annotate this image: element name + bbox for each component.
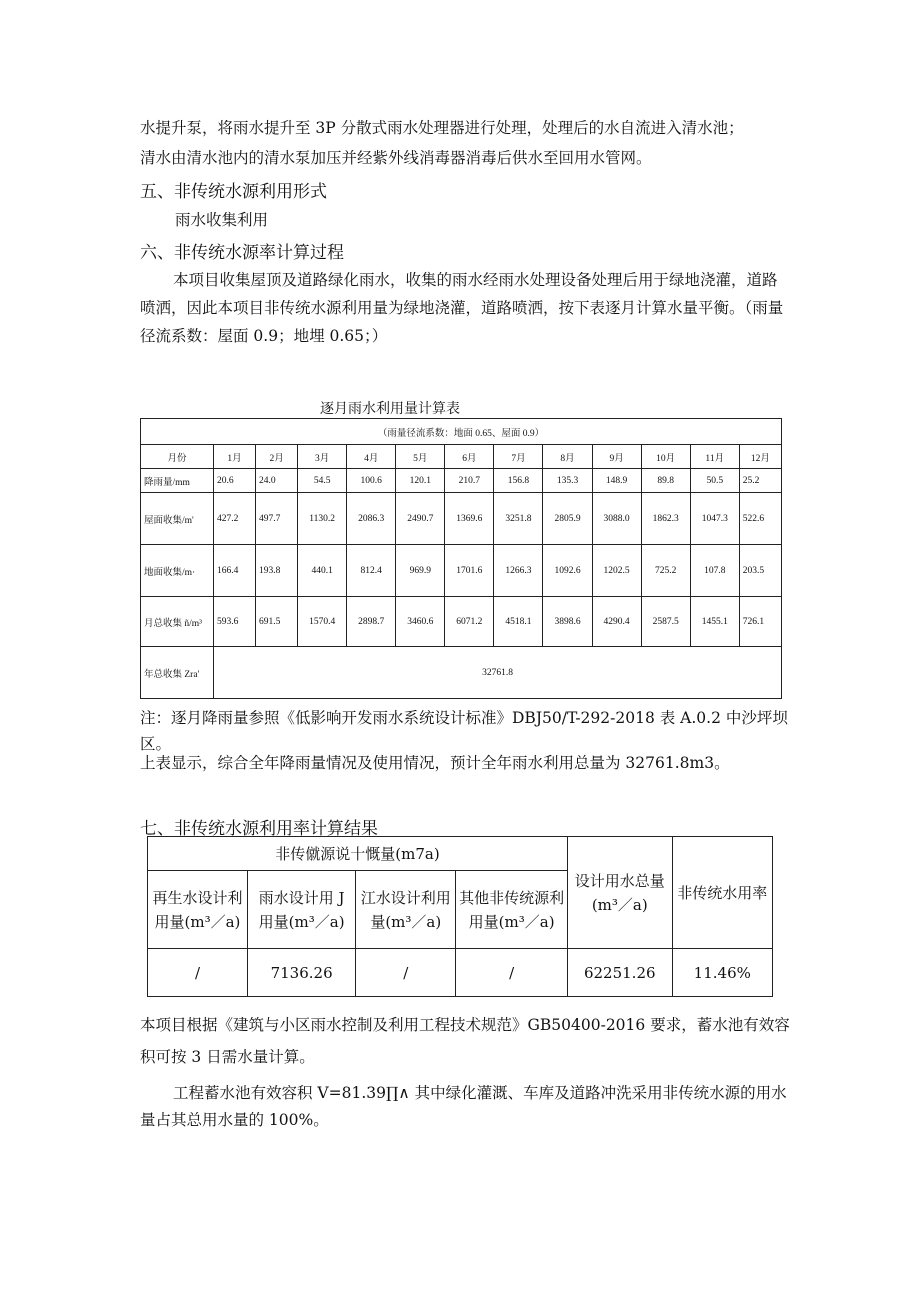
row-label: 屋面收集/m' (141, 493, 214, 545)
result-header-rainwater: 雨水设计用 J 用量(m³／a) (247, 871, 355, 949)
result-header-total: 设计用水总量(m³／a) (567, 837, 672, 949)
month-header-cell: 12月 (739, 445, 781, 469)
intro-line-1: 水提升泵，将雨水提升至 3P 分散式雨水处理器进行处理，处理后的水自流进入清水池； (140, 119, 744, 137)
section-7-title: 七、非传统水源利用率计算结果 (140, 819, 378, 839)
table-cell: 1570.4 (298, 597, 347, 647)
table-cell: 4518.1 (494, 597, 543, 647)
annual-label: 年总收集 Zra' (141, 647, 214, 699)
table-cell: 120.1 (396, 469, 445, 493)
result-value-reclaimed: / (148, 949, 248, 997)
result-header-river: 江水设计利用量(m³／a) (356, 871, 456, 949)
table-cell: 497.7 (256, 493, 298, 545)
month-header-cell: 3月 (298, 445, 347, 469)
table-cell: 812.4 (347, 545, 396, 597)
table-cell: 1130.2 (298, 493, 347, 545)
monthly-table-subtitle: （雨量径流系数：地面 0.65、屋面 0.9） (141, 419, 782, 445)
result-value-total: 62251.26 (567, 949, 672, 997)
table-cell: 2490.7 (396, 493, 445, 545)
closing-paragraph-1: 本项目根据《建筑与小区雨水控制及利用工程技术规范》GB50400-2016 要求，蓄水池有效容积可按 3 日需水量计算。 (140, 1016, 790, 1066)
annual-value: 32761.8 (214, 647, 782, 699)
month-header-cell: 8月 (543, 445, 592, 469)
month-header-label: 月份 (141, 445, 214, 469)
table-cell: 20.6 (214, 469, 256, 493)
table-cell: 1701.6 (445, 545, 494, 597)
table-cell: 2898.7 (347, 597, 396, 647)
table-cell: 1862.3 (641, 493, 690, 545)
table-cell: 193.8 (256, 545, 298, 597)
table-cell: 2086.3 (347, 493, 396, 545)
result-value-river: / (356, 949, 456, 997)
table-cell: 156.8 (494, 469, 543, 493)
table-cell: 89.8 (641, 469, 690, 493)
table-cell: 25.2 (739, 469, 781, 493)
section-6-body: 本项目收集屋顶及道路绿化雨水，收集的雨水经雨水处理设备处理后用于绿地浇灌，道路喷洒，因此本项目非传统水源利用量为绿地浇灌，道路喷洒，按下表逐月计算水量平衡。（雨量径流系数：屋面 0.9；地埋 0.65；） (140, 271, 784, 345)
table-cell: 522.6 (739, 493, 781, 545)
monthly-rain-table (140, 418, 782, 699)
table-cell: 6071.2 (445, 597, 494, 647)
result-header-rate: 非传统水用率 (672, 837, 772, 949)
result-value-rate: 11.46% (672, 949, 772, 997)
table-cell: 3898.6 (543, 597, 592, 647)
month-header-cell: 11月 (690, 445, 739, 469)
result-header-reclaimed: 再生水设计利用量(m³／a) (148, 871, 248, 949)
result-group-header: 非传僦源说十慨量(m7a) (148, 837, 568, 871)
table-row (141, 493, 782, 545)
table-cell: 969.9 (396, 545, 445, 597)
month-header-cell: 6月 (445, 445, 494, 469)
month-header-row (141, 445, 782, 469)
section-6-title: 六、非传统水源率计算过程 (140, 243, 344, 263)
table-cell: 3460.6 (396, 597, 445, 647)
table-cell: 427.2 (214, 493, 256, 545)
table-cell: 1047.3 (690, 493, 739, 545)
table-cell: 4290.4 (592, 597, 641, 647)
intro-line-2: 清水由清水池内的清水泵加压并经紫外线消毒器消毒后供水至回用水管网。 (140, 149, 652, 167)
result-header-other: 其他非传统源利用量(m³／a) (456, 871, 568, 949)
table-cell: 726.1 (739, 597, 781, 647)
table-cell: 3251.8 (494, 493, 543, 545)
table-cell: 3088.0 (592, 493, 641, 545)
table-row (141, 469, 782, 493)
table-cell: 203.5 (739, 545, 781, 597)
table-cell: 135.3 (543, 469, 592, 493)
table-cell: 166.4 (214, 545, 256, 597)
month-header-cell: 2月 (256, 445, 298, 469)
table-cell: 100.6 (347, 469, 396, 493)
month-header-cell: 9月 (592, 445, 641, 469)
result-value-rainwater: 7136.26 (247, 949, 355, 997)
month-header-cell: 4月 (347, 445, 396, 469)
table-row (141, 597, 782, 647)
month-header-cell: 5月 (396, 445, 445, 469)
result-table (147, 836, 773, 997)
closing-paragraph-2: 工程蓄水池有效容积 V=81.39∏∧ 其中绿化灌溉、车库及道路冲洗采用非传统水源的用水量占其总用水量的 100%。 (140, 1084, 787, 1129)
table-cell: 725.2 (641, 545, 690, 597)
month-header-cell: 1月 (214, 445, 256, 469)
row-label: 地面收集/m· (141, 545, 214, 597)
table-cell: 24.0 (256, 469, 298, 493)
table-cell: 1369.6 (445, 493, 494, 545)
table-cell: 1202.5 (592, 545, 641, 597)
table-cell: 2805.9 (543, 493, 592, 545)
table-cell: 2587.5 (641, 597, 690, 647)
month-header-cell: 10月 (641, 445, 690, 469)
row-label: 月总收集 ñ/m³ (141, 597, 214, 647)
month-header-cell: 7月 (494, 445, 543, 469)
table-cell: 54.5 (298, 469, 347, 493)
table-cell: 593.6 (214, 597, 256, 647)
table-cell: 50.5 (690, 469, 739, 493)
table-summary: 上表显示，综合全年降雨量情况及使用情况，预计全年雨水利用总量为 32761.8m3。 (140, 754, 730, 772)
table-cell: 1266.3 (494, 545, 543, 597)
section-5-body: 雨水收集利用 (175, 211, 269, 229)
table-cell: 440.1 (298, 545, 347, 597)
table-cell: 107.8 (690, 545, 739, 597)
table-cell: 691.5 (256, 597, 298, 647)
table-row (141, 545, 782, 597)
table-cell: 1092.6 (543, 545, 592, 597)
table-note: 注：逐月降雨量参照《低影响开发雨水系统设计标准》DBJ50/T-292-2018 表 A.0.2 中沙坪坝区。 (140, 709, 788, 753)
result-value-other: / (456, 949, 568, 997)
section-5-title: 五、非传统水源利用形式 (140, 182, 327, 202)
table-cell: 210.7 (445, 469, 494, 493)
monthly-table-caption: 逐月雨水利用量计算表 (320, 401, 460, 417)
row-label: 降雨量/mm (141, 469, 214, 493)
table-cell: 148.9 (592, 469, 641, 493)
table-cell: 1455.1 (690, 597, 739, 647)
